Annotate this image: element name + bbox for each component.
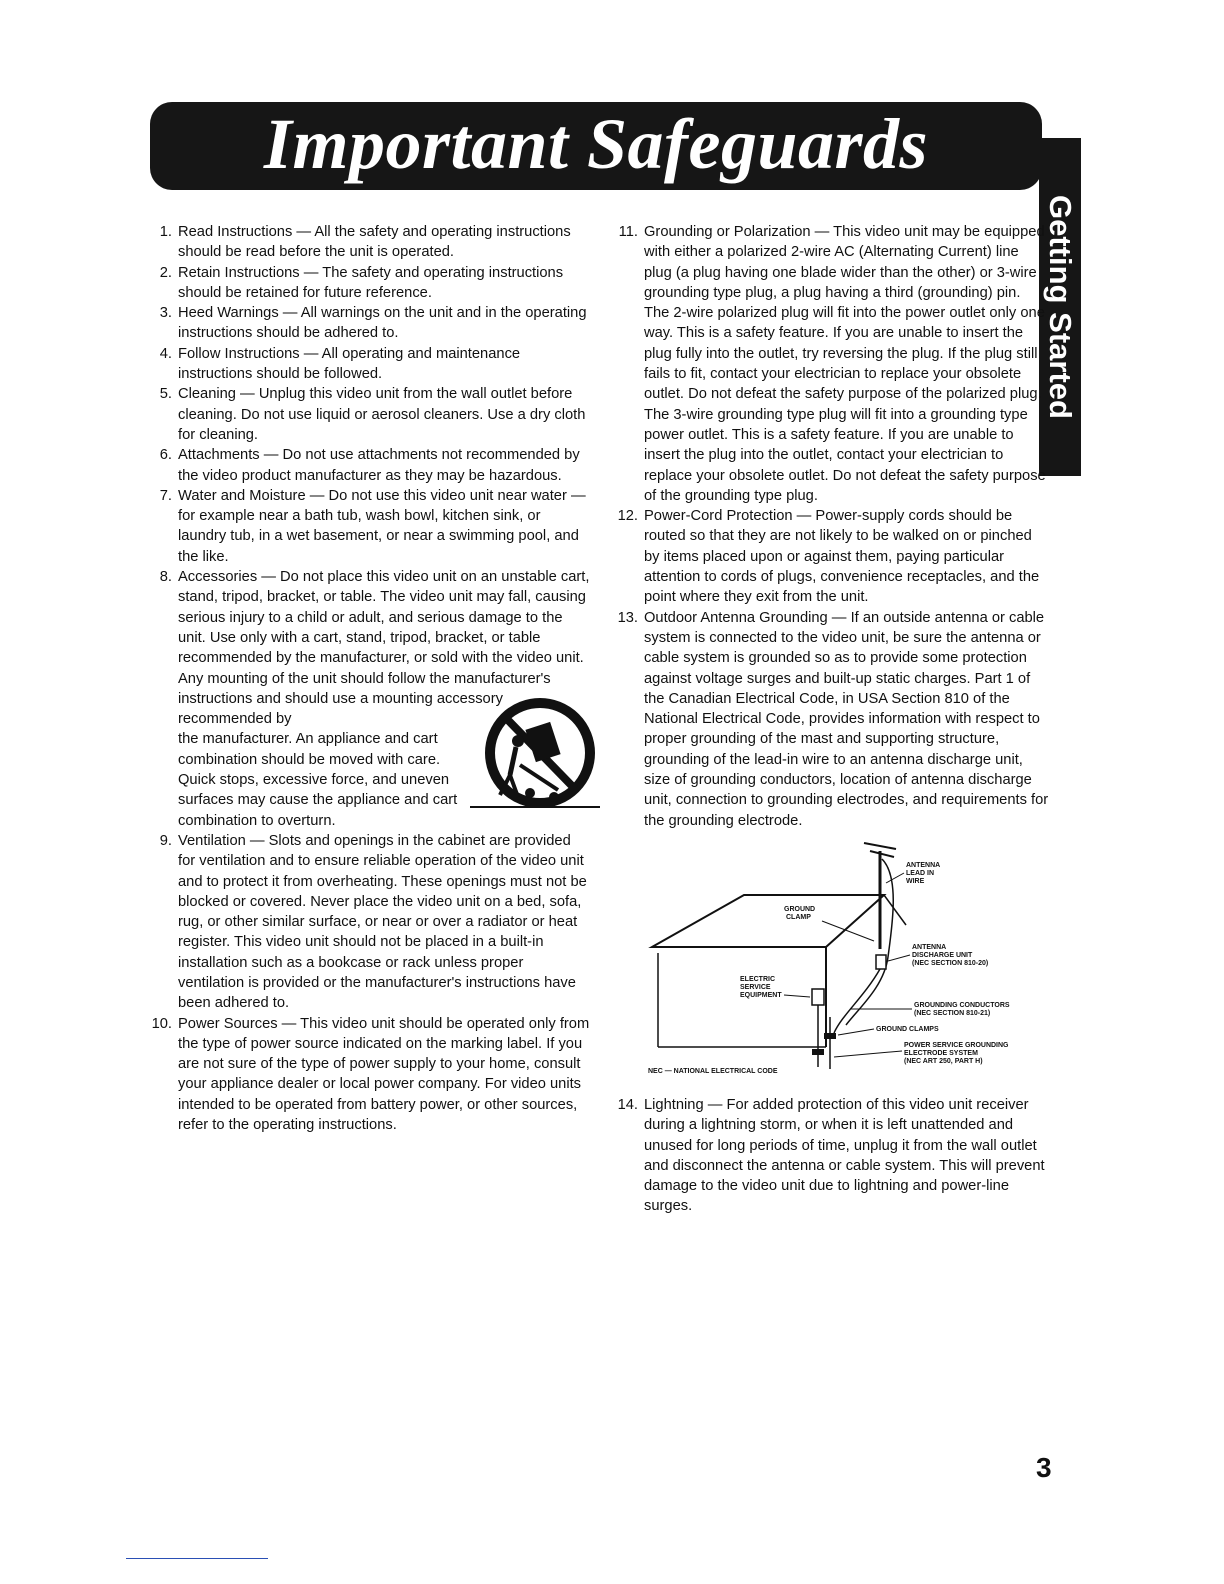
svg-text:(NEC SECTION 810-20): (NEC SECTION 810-20) [912,959,989,967]
item8-wrap-text: the manufacturer. An appliance and cart combination should be moved with care. Quick stops, excessive force, and uneven surfaces may cause the appliance and cart combination to overturn. [178,731,458,829]
list-item: 5. Cleaning — Unplug this video unit from the wall outlet before cleaning. Do not use liquid or aerosol cleaners. Use a dry cloth for cleaning. [159,386,586,443]
list-item: 14. Lightning — For added protection of this video unit receiver during a lightning storm, or when it is left unattended and unused for long periods of time, unplug it from the wall outlet and disconnect the antenna or cable system. This will prevent damage to the video unit due to lightning and power-line surges. [617,1096,1045,1215]
list-item: 1. Read Instructions — All the safety and operating instructions should be read before the unit is operated. [159,224,571,261]
list-item: 9. Ventilation — Slots and openings in the cabinet are provided for ventilation and to ensure reliable operation of the video unit and to protect it from overheating. These openings must not be blocked or covered. Never place the video unit on a bed, sofa, rug, or other similar surface, or near or over a radiator or heat register. This video unit should not be placed in a built-in installation such as a bookcase or rack unless proper ventilation is provided or the manufacturer's instructions have been adhered to. [159,832,587,1012]
paragraph: The 2-wire polarized plug will fit into the power outlet only one way. This is a safety feature. If you are unable to insert the plug fully into the outlet, try reversing the plug. If the plug still fails to fit, contact your electrician to replace your obsolete outlet. Do not defeat the safety purpose of the polarized plug. [644,305,1045,403]
list-item: 11. Grounding or Polarization — This video unit may be equipped with either a polarized 2-wire AC (Alternating Current) line plug (a plug having one blade wider than the other) or 3-wire grounding type plug, a plug having a third (grounding) pin. [618,224,1045,301]
svg-text:WIRE: WIRE [906,877,925,885]
item8-main-text: Accessories — Do not place this video unit on an unstable cart, stand, tripod, bracket, or table. The video unit may fall, causing serious injury to a child or adult, and serious damage to the unit. Use only with a cart, stand, tripod, bracket, or table recommended by the manufacturer, or sold with the video unit. Any mounting of the unit should follow the manufacturer's instructions and should use a mounting accessory recommended by [178,569,590,728]
list-item: 2. Retain Instructions — The safety and operating instructions should be retained for future reference. [159,264,564,301]
svg-text:ANTENNA: ANTENNA [906,861,941,869]
antenna-grounding-diagram [644,837,1054,1089]
svg-text:CLAMP: CLAMP [786,913,811,921]
list-item: 6. Attachments — Do not use attachments not recommended by the video product manufacturer as they may be hazardous. [159,447,580,484]
svg-text:EQUIPMENT: EQUIPMENT [740,991,782,999]
svg-text:LEAD IN: LEAD IN [906,869,934,877]
left-column [148,222,590,1135]
cart-warning-icon [470,695,600,813]
svg-text:(NEC ART 250, PART H): (NEC ART 250, PART H) [904,1057,983,1065]
svg-text:POWER SERVICE GROUNDING: POWER SERVICE GROUNDING [904,1041,1009,1049]
svg-text:DISCHARGE UNIT: DISCHARGE UNIT [912,951,973,959]
svg-text:GROUND CLAMPS: GROUND CLAMPS [876,1025,939,1033]
list-item: 12. Power-Cord Protection — Power-supply cords should be routed so that they are not likely to be walked on or pinched by items placed upon or against them, paying particular attention to cords of plugs, convenience receptacles, and the point where they exit from the unit. [617,508,1040,606]
svg-text:GROUNDING CONDUCTORS: GROUNDING CONDUCTORS [914,1001,1010,1009]
list-item: 7. Water and Moisture — Do not use this video unit near water — for example near a bath tub, wash bowl, kitchen sink, or laundry tub, in a wet basement, or near a swimming pool, and the like. [159,487,586,565]
list-item: 10. Power Sources — This video unit should be operated only from the type of power source indicated on the marking label. If you are not sure of the type of power supply to your home, consult your appliance dealer or local power company. For video units intended to be operated from battery power, or other sources, refer to the operating instructions. [151,1015,590,1134]
right-column [614,222,1050,1217]
page-title: Important Safeguards [263,104,929,184]
list-item: 3. Heed Warnings — All warnings on the unit and in the operating instructions should be adhered to. [159,305,587,342]
footer-divider [126,1558,268,1559]
svg-text:NEC — NATIONAL ELECTRICAL CODE: NEC — NATIONAL ELECTRICAL CODE [648,1067,778,1075]
svg-text:ANTENNA: ANTENNA [912,943,947,951]
list-item: 13. Outdoor Antenna Grounding — If an outside antenna or cable system is connected to the video unit, be sure the antenna or cable system is grounded so as to provide some protection against voltage surges and built-up static charges. Part 1 of the Canadian Electrical Code, in USA Section 810 of the National Electrical Code, provides information with respect to proper grounding of the mast and supporting structure, grounding of the lead-in wire to an antenna discharge unit, size of grounding conductors, location of antenna discharge unit, connection to grounding electrodes, and requirements for the grounding electrode. [617,609,1049,829]
section-tab-label: Getting Started [1043,195,1078,419]
svg-text:ELECTRODE SYSTEM: ELECTRODE SYSTEM [904,1049,978,1057]
svg-text:SERVICE: SERVICE [740,983,771,991]
svg-text:GROUND: GROUND [784,905,816,913]
list-item: 4. Follow Instructions — All operating and maintenance instructions should be followed. [159,345,521,383]
list-item: 8. Accessories — Do not place this video unit on an unstable cart, stand, tripod, bracket, or table. The video unit may fall, causing serious injury to a child or adult, and serious damage to the unit. Use only with a cart, stand, tripod, bracket, or table recommended by the manufacturer, or sold with the video unit. Any mounting of the unit should follow the manufacturer's instructions and should use a mounting accessory recommended by the manufacturer. An appliance and cart combination should be moved with care. Quick stops, excessive force, and uneven surfaces may cause the appliance and cart combination to overturn. [148,567,590,831]
svg-text:ELECTRIC: ELECTRIC [740,975,775,983]
paragraph: The 3-wire grounding type plug will fit into a grounding type power outlet. This is a safety feature. If you are unable to insert the plug into the outlet, contact your electrician to replace your obsolete outlet. Do not defeat the safety purpose of the grounding type plug. [644,406,1046,504]
svg-text:(NEC SECTION 810-21): (NEC SECTION 810-21) [914,1009,991,1017]
page-number: 3 [1036,1452,1052,1483]
